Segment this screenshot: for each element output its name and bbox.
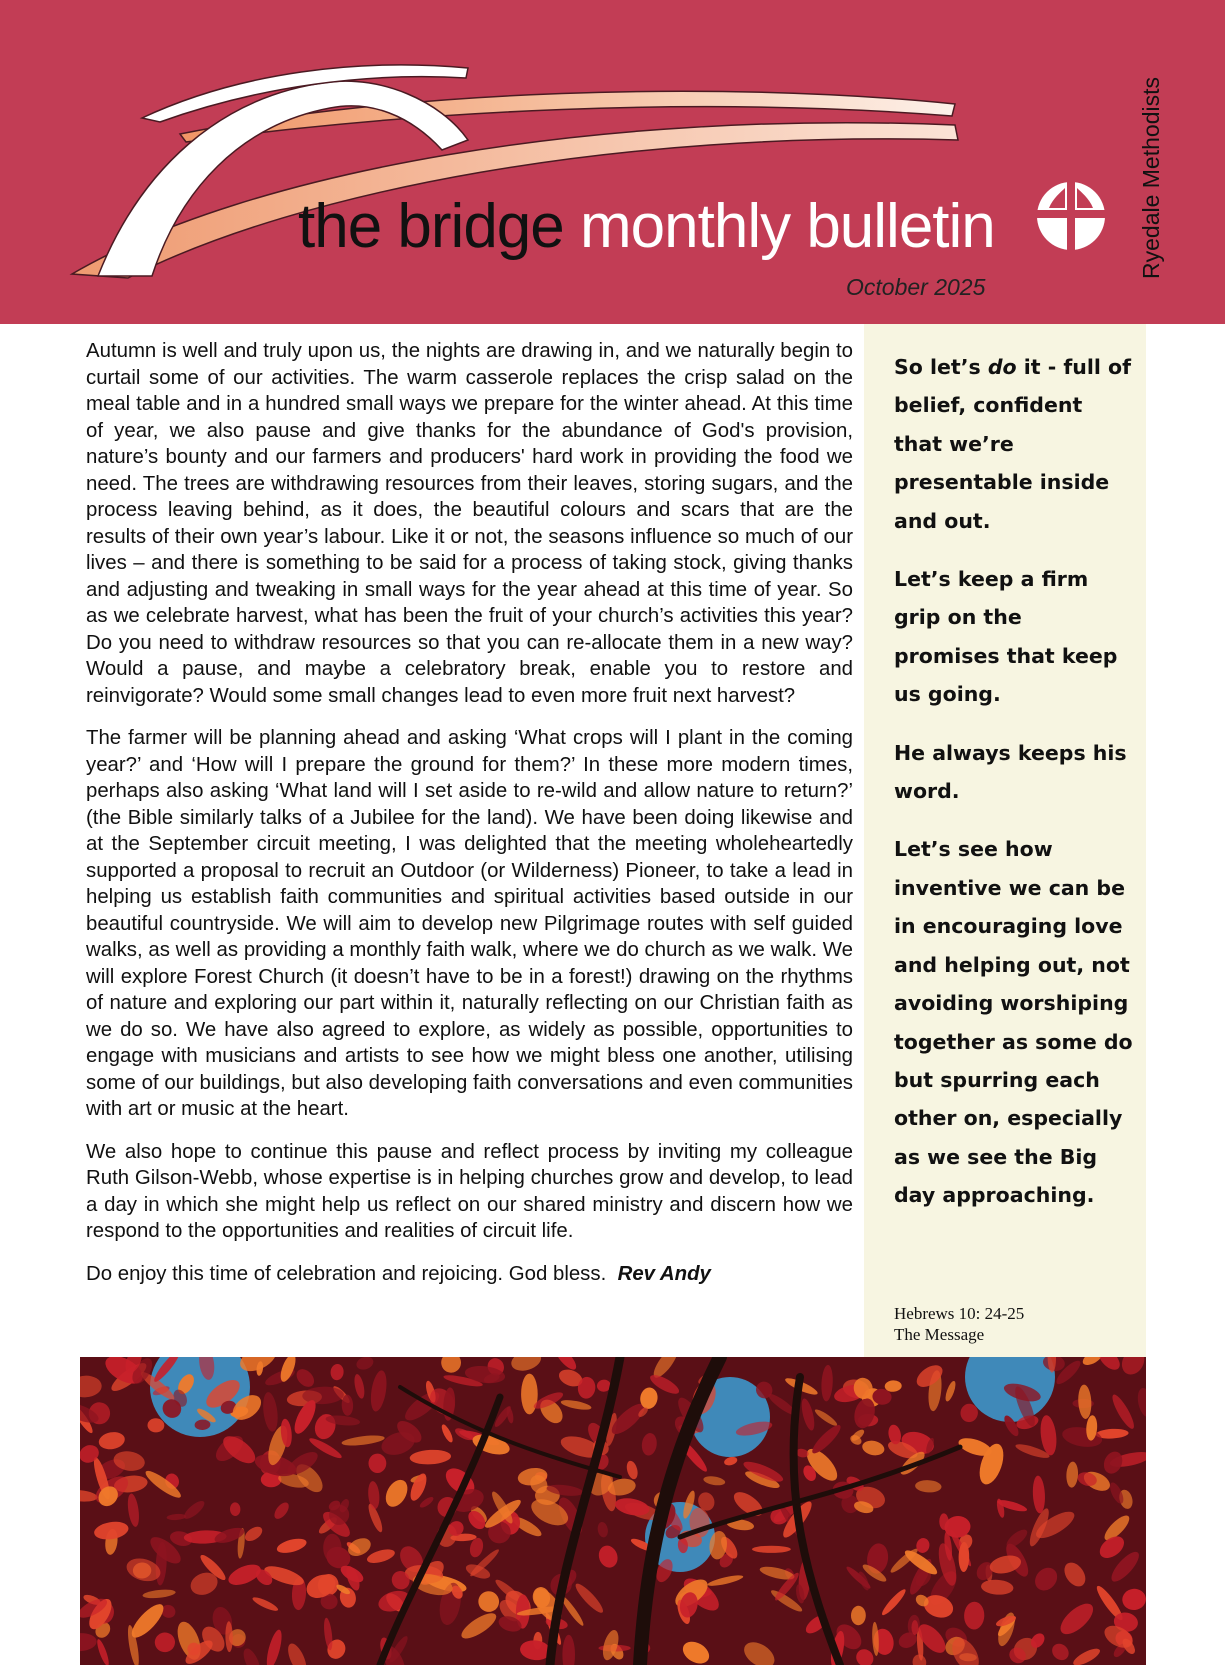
reference-verse: Hebrews 10: 24-25	[894, 1304, 1025, 1323]
title-part-light: monthly bulletin	[580, 192, 995, 261]
scripture-quote	[894, 348, 1134, 1235]
quote-text-end: it - full of belief, confident that we’re presentable inside and out.	[894, 355, 1132, 533]
title-part-dark: the bridge	[298, 192, 564, 261]
leaf-mark	[912, 1620, 919, 1635]
autumn-canopy-image	[80, 1357, 1146, 1665]
article-paragraph-3: We also hope to continue this pause and reflect process by inviting my colleague Ruth Gilson-Webb, whose expertise is in helping churches grow and develop, to lead a day in which she might help us reflect on our shared ministry and discern how we respond to the opportunities and realities of circuit life.	[86, 1140, 853, 1242]
article-body	[86, 338, 853, 1303]
autumn-leaves-photo	[80, 1357, 1146, 1665]
quote-paragraph-2: Let’s keep a firm grip on the promises that keep us going.	[894, 567, 1118, 707]
issue-date: October 2025	[846, 274, 986, 300]
article-paragraph-2: The farmer will be planning ahead and asking ‘What crops will I plant in the coming year?’ and ‘How will I prepare the ground for them?’ In these more modern times, perhaps also asking ‘What land will I set aside to re-wild and allow nature to return?’ (the Bible similarly talks of a Jubilee for the land). We have been doing likewise and at the September circuit meeting, I was delighted that the meeting wholeheartedly supported a proposal to recruit an Outdoor (or Wilderness) Pioneer, to take a lead in helping us establish faith communities and spiritual activities based outside in our beautiful countryside. We will aim to develop new Pilgrimage routes with self guided walks, as well as providing a monthly faith walk, where we do church as we walk. We will explore Forest Church (it doesn’t have to be in a forest!) drawing on the rhythms of nature and exploring our part within it, naturally reflecting on our Christian faith as we do so. We have also agreed to explore, as widely as possible, opportunities to engage with musicians and artists to see how we might bless one another, utilising some of our buildings, but also developing faith conversations and even communities with art or music at the heart.	[86, 727, 853, 1120]
quote-paragraph-4: Let’s see how inventive we can be in encouraging love and helping out, not avoiding worshiping together as some do but spurring each other on, especially as we see the Big day approaching.	[894, 837, 1133, 1208]
quote-text-start: So let’s	[894, 355, 988, 379]
scripture-reference	[894, 1303, 1024, 1345]
leaf-mark	[752, 1546, 791, 1553]
quote-paragraph-1	[894, 348, 1134, 540]
article-closing	[86, 1261, 853, 1288]
quote-emphasis: do	[987, 355, 1017, 379]
quote-paragraph-3: He always keeps his word.	[894, 740, 1127, 804]
methodist-cross-and-flame-icon	[1035, 180, 1107, 252]
author-signature: Rev Andy	[617, 1262, 711, 1285]
bulletin-title	[298, 192, 995, 261]
closing-text: Do enjoy this time of celebration and rejoicing. God bless.	[86, 1262, 607, 1285]
article-paragraph-1: Autumn is well and truly upon us, the nights are drawing in, and we naturally begin to curtail some of our activities. The warm casserole replaces the crisp salad on the meal table and in a hundred small ways we prepare for the winter ahead. At this time of year, we also pause and give thanks for the abundance of God's provision, nature’s bounty and our farmers and producers' hard work in providing the food we need. The trees are withdrawing resources from their leaves, storing sugars, and the process leaving behind, as it does, the beautiful colours and scars that are the results of their own year’s labour. Like it or not, the seasons influence so much of our lives – and there is something to be said for a process of taking stock, giving thanks and adjusting and tweaking in small ways for the year ahead at this time of year. So as we celebrate harvest, what has been the fruit of your church’s activities this year? Do you need to withdraw resources so that you can re-allocate them in a new way? Would a pause, and maybe a celebratory break, enable you to restore and reinvigorate? Would some small changes lead to even more fruit next harvest?	[86, 340, 853, 707]
organization-name: Ryedale Methodists	[1138, 77, 1164, 279]
reference-version: The Message	[894, 1325, 985, 1344]
bridge-arch-logo	[0, 0, 1225, 324]
header-banner	[0, 0, 1225, 324]
